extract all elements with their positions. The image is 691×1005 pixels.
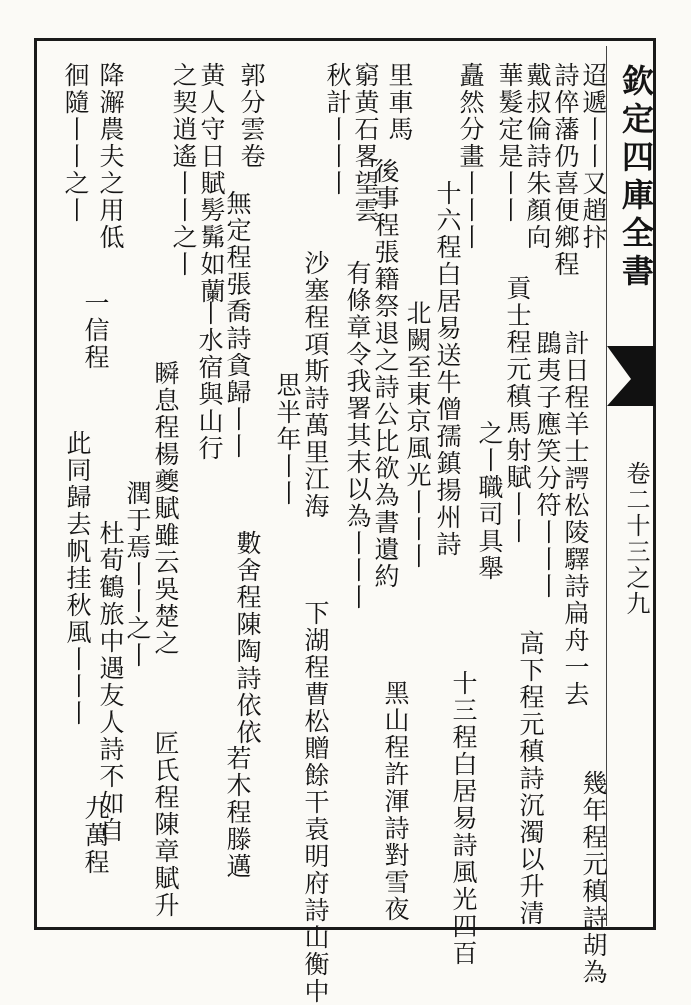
entry-column: 匠氏程陳章賦升 <box>151 730 180 919</box>
entry-column: 數舍程陳陶詩依依 <box>233 530 262 746</box>
page-margin <box>606 46 655 926</box>
entry-column: 之丨職司具舉 <box>475 420 504 582</box>
entry-column: 十三程白居易詩風光四百 <box>449 670 478 967</box>
entry-headword: 一信程 <box>81 290 110 371</box>
entry-column: 丨水宿與山行 <box>195 300 224 462</box>
text-column: 迢遞丨丨又趙抃 <box>579 62 608 251</box>
entry-column: 後事程張籍祭退之詩公比欲為書遺約 <box>371 158 400 590</box>
book-title: 欽定四庫全書 <box>617 64 655 292</box>
entry-column: 十六程白居易送牛僧孺鎮揚州詩 <box>433 180 462 558</box>
text-column: 郭分雲卷 <box>237 62 266 170</box>
entry-column: 無定程張喬詩貪歸丨丨 <box>223 190 252 460</box>
entry-column: 沙塞程項斯詩萬里江海 <box>301 250 330 520</box>
text-column: 秋計丨丨丨 <box>323 62 352 197</box>
entry-column: 杜荀鶴旅中遇友人詩不如自 <box>96 520 125 844</box>
text-column: 詩倅藩仍喜便鄉程 <box>551 62 580 278</box>
entry-column: 此同歸去帆挂秋風丨丨丨 <box>63 430 92 727</box>
text-column: 之契逍遙丨丨之丨 <box>169 62 198 278</box>
text-column: 華髮定是丨丨 <box>495 62 524 224</box>
text-column: 矗然分畫丨丨丨 <box>456 62 485 251</box>
text-column: 黄人守日賦髣髴如蘭 <box>197 62 226 305</box>
text-column: 窮黄石畧望雲 <box>351 62 380 224</box>
fish-tail-mark <box>607 346 655 406</box>
entry-column: 北闕至東京風光丨丨丨 <box>403 300 432 570</box>
entry-column: 鵾夷子應笑分符丨丨丨 <box>533 330 562 600</box>
text-column: 戴叔倫詩朱顏向 <box>523 62 552 251</box>
entry-column: 下湖程曹松贈餘干袁明府詩山衡中 <box>301 600 330 1005</box>
entry-column: 計日程羊士諤松陵驛詩扁舟一去 <box>561 330 590 708</box>
entry-headword: 九萬程 <box>81 795 110 876</box>
entry-column: 有條章令我署其末以為丨丨丨 <box>343 260 372 611</box>
volume-label: 卷二十三之九 <box>622 461 650 617</box>
entry-column: 思半年丨丨 <box>273 372 302 507</box>
text-column: 徊隨丨丨之丨 <box>61 62 90 224</box>
text-column: 里車馬 <box>385 62 414 143</box>
entry-column: 黑山程許渾詩對雪夜 <box>381 680 410 923</box>
text-column: 降澥農夫之用低 <box>96 62 125 251</box>
entry-column: 若木程滕邁 <box>223 745 252 880</box>
entry-headword: 幾年程元稹詩胡為 <box>579 770 608 986</box>
entry-column: 貢士程元稹馬射賦丨丨 <box>503 275 532 545</box>
entry-column: 高下程元稹詩沉濁以升清 <box>516 630 545 927</box>
entry-column: 潤于焉丨丨之丨 <box>123 480 152 669</box>
entry-column: 瞬息程楊夔賦雖云吳楚之 <box>151 360 180 657</box>
